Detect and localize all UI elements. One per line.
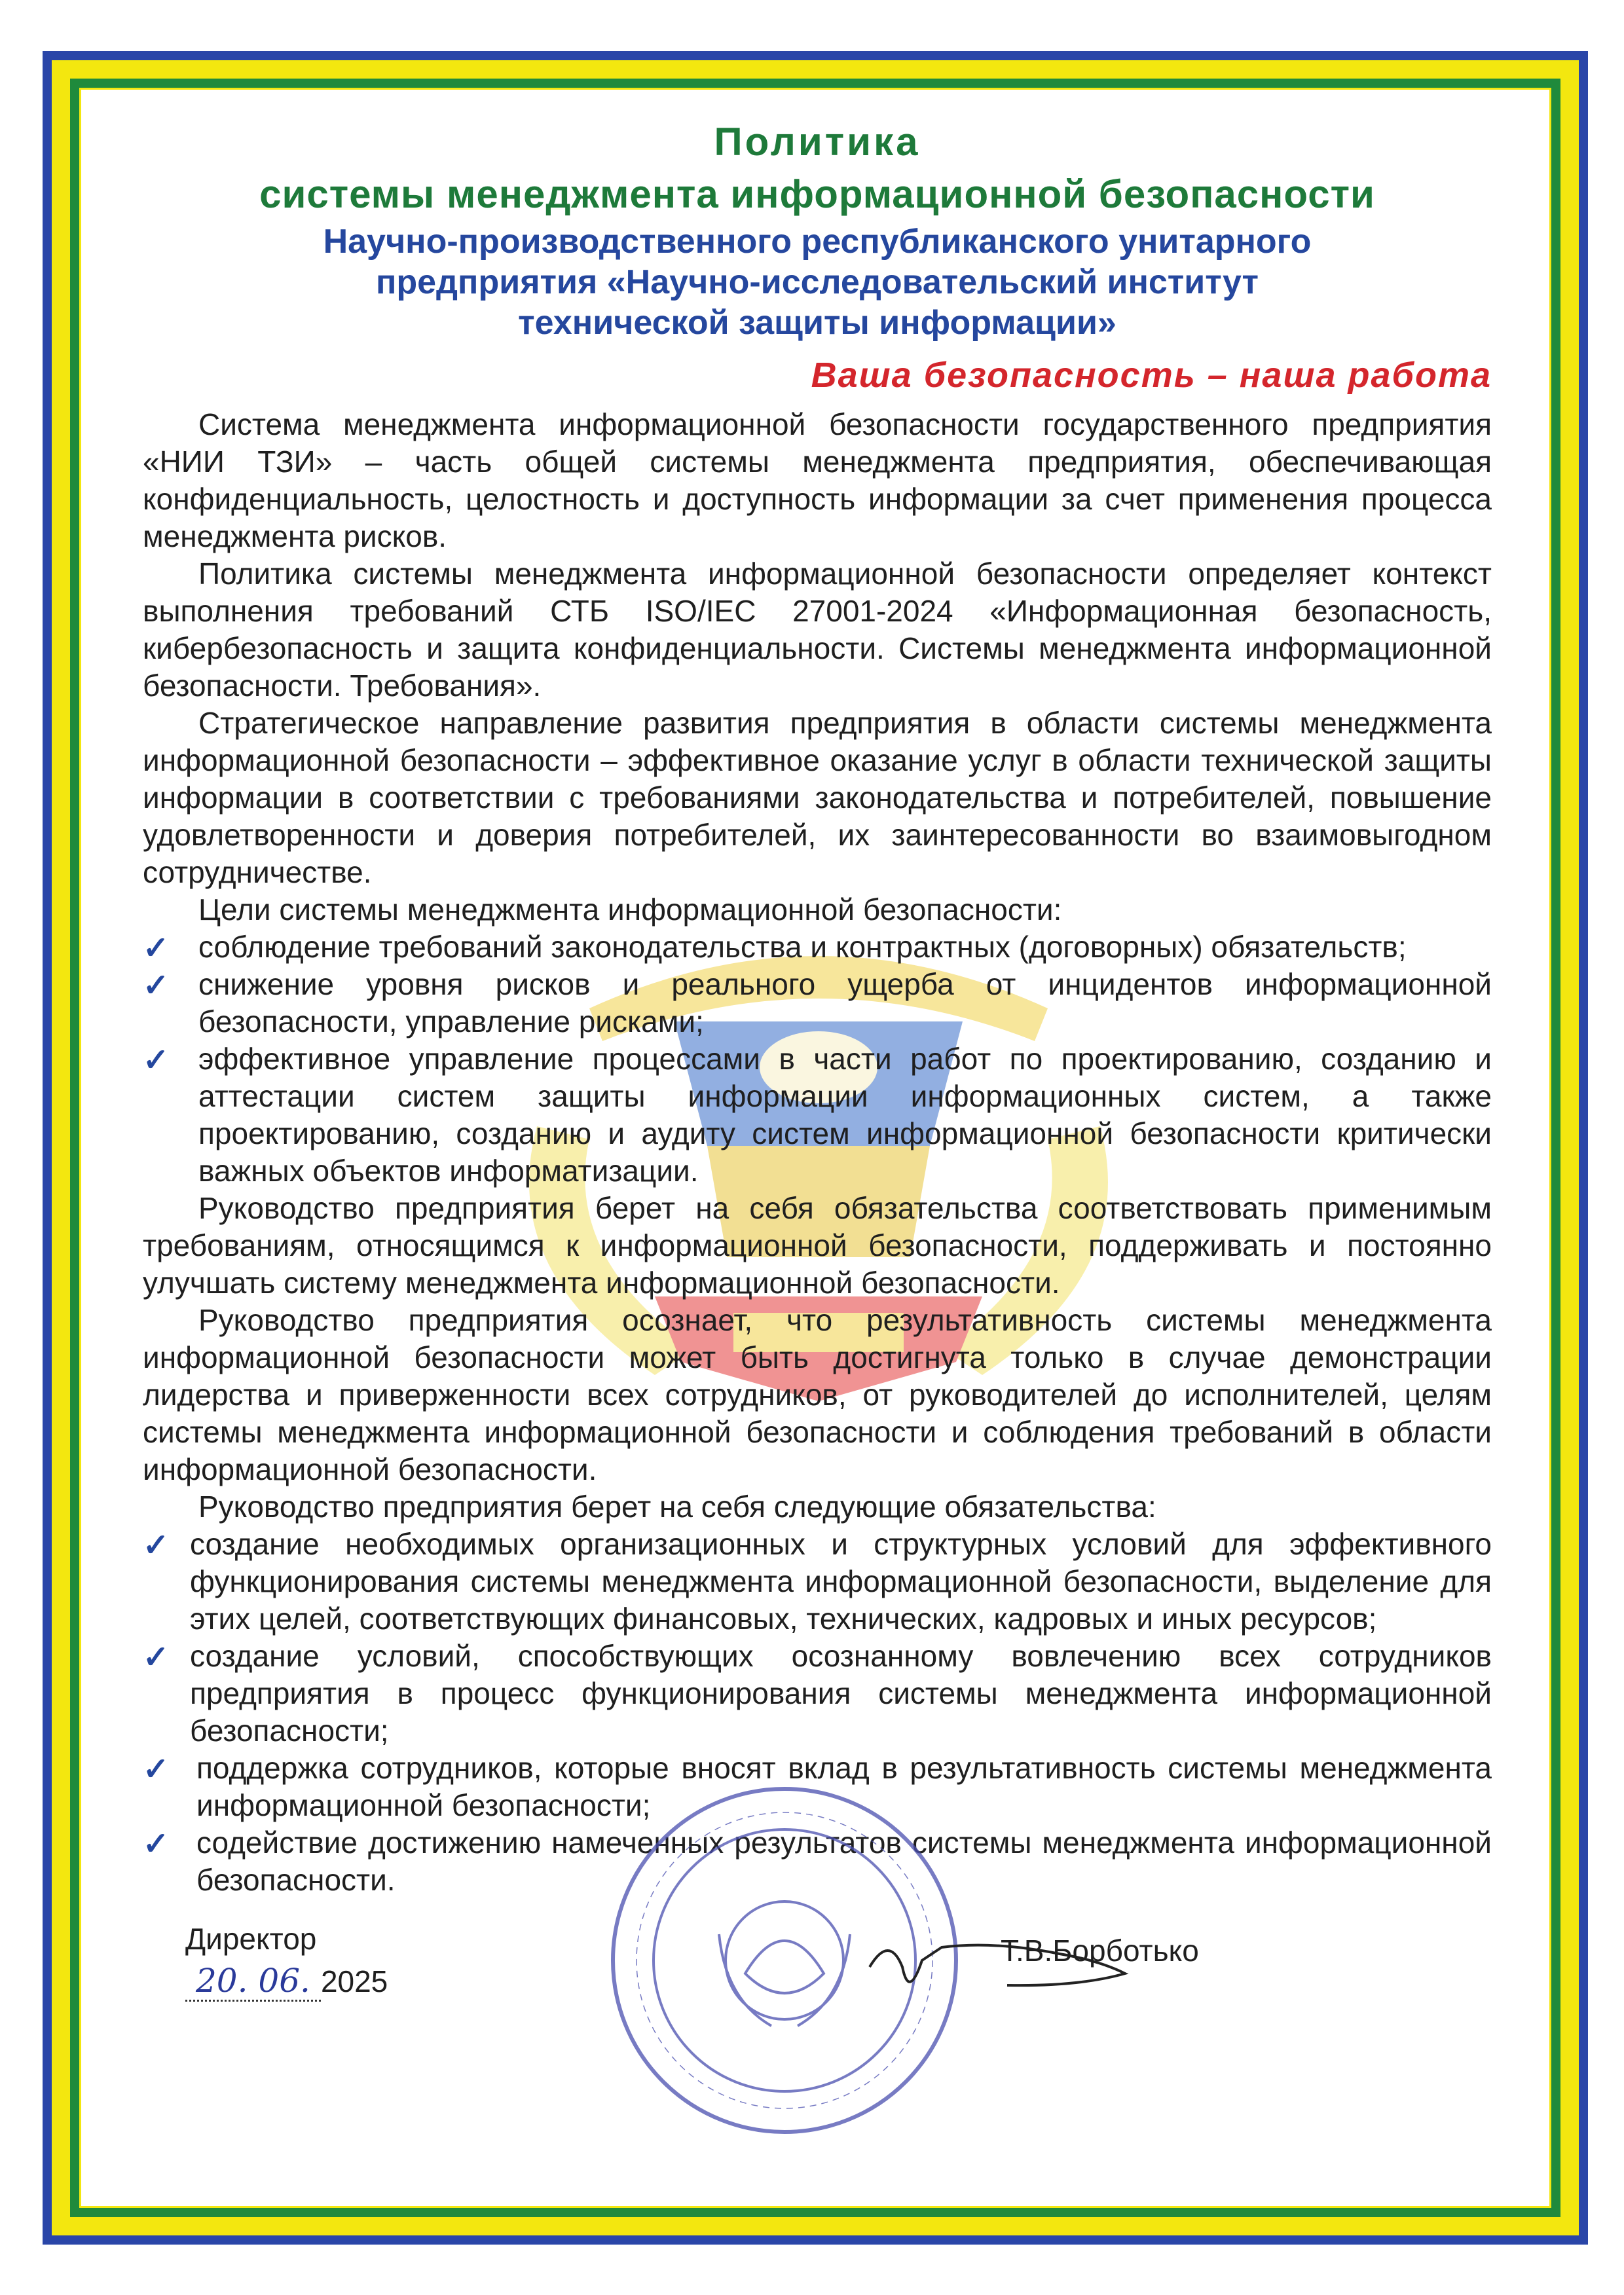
handwritten-date: 20. 06. [185, 1962, 321, 2002]
document-subtitle: системы менеджмента информационной безопасности [259, 172, 1375, 216]
paragraph-context: Политика системы менеджмента информационной безопасности определяет контекст выполнения требований СТБ ISO/IEC 27001-2024 «Информационная безопасность, кибербезопасность и защита конфиденциальности. Системы менеджмента информационной безопасности. Требования». [143, 557, 1492, 703]
date-year: 2025 [320, 1964, 388, 1998]
checkmark-icon: ✓ [143, 1043, 170, 1078]
paragraph-obligations: Руководство предприятия берет на себя обязательства соответствовать применимым требованиям, относящимся к информационной безопасности, поддерживать и постоянно улучшать систему менеджмента информационной безопасности. [143, 1191, 1492, 1300]
list-item: ✓ эффективное управление процессами в части работ по проектированию, созданию и аттестации систем защиты информации информационных систем, а также проектированию, созданию и аудиту систем информационной безопасности критически важных объектов информатизации. [143, 1042, 1492, 1188]
list-item: ✓ снижение уровня рисков и реального ущерба от инцидентов информационной безопасности, управление рисками; [143, 967, 1492, 1038]
organization-line-3: технической защиты информации» [518, 304, 1116, 342]
checkmark-icon: ✓ [143, 1528, 170, 1563]
signature-block [143, 1921, 1492, 2052]
checkmark-icon: ✓ [143, 1752, 170, 1787]
signature-date [185, 1962, 388, 2000]
signer-name: Т.В.Борботько [1001, 1934, 1199, 1968]
checkmark-icon: ✓ [143, 931, 170, 966]
signer-position: Директор [185, 1922, 317, 1956]
list-item: ✓ соблюдение требований законодательства и контрактных (договорных) обязательств; [143, 930, 1407, 966]
list-item: ✓ поддержка сотрудников, которые вносят вклад в результативность системы менеджмента информационной безопасности; [143, 1751, 1492, 1822]
checkmark-icon: ✓ [143, 968, 170, 1003]
slogan: Ваша безопасность – наша работа [811, 356, 1492, 395]
paragraph-scope: Система менеджмента информационной безопасности государственного предприятия «НИИ ТЗИ» – часть общей системы менеджмента предприятия, обеспечивающая конфиденциальность, целостность и доступность информации за счет применения процесса менеджмента рисков. [143, 407, 1492, 553]
checkmark-icon: ✓ [143, 1827, 170, 1862]
paragraph-strategy: Стратегическое направление развития предприятия в области системы менеджмента информационной безопасности – эффективное оказание услуг в области технической защиты информации в соответствии с требованиями законодательства и потребителей, повышение удовлетворенности и доверия потребителей, их заинтересованности во взаимовыгодном сотрудничестве. [143, 706, 1492, 889]
list-item: ✓ создание необходимых организационных и структурных условий для эффективного функционирования системы менеджмента информационной безопасности, выделение для этих целей, соответствующих финансовых, технических, кадровых и иных ресурсов; [143, 1527, 1492, 1636]
commitments-intro: Руководство предприятия берет на себя следующие обязательства: [198, 1490, 1156, 1524]
checkmark-icon: ✓ [143, 1640, 170, 1675]
document-title: Политика [714, 120, 921, 164]
list-item: ✓ создание условий, способствующих осознанному вовлечению всех сотрудников предприятия в процесс функционирования системы менеджмента информационной безопасности; [143, 1639, 1492, 1748]
list-item: ✓ содействие достижению намеченных результатов системы менеджмента информационной безопасности. [143, 1826, 1492, 1897]
organization-line-2: предприятия «Научно-исследовательский институт [375, 263, 1259, 301]
organization-line-1: Научно-производственного республиканского унитарного [323, 223, 1312, 261]
policy-body [143, 406, 1492, 1899]
paragraph-leadership: Руководство предприятия осознает, что результативность системы менеджмента информационной безопасности может быть достигнута только в случае демонстрации лидерства и приверженности всех сотрудников, от руководителей до исполнителей, целям системы менеджмента информационной безопасности и соблюдения требований в области информационной безопасности. [143, 1303, 1492, 1486]
goals-list [143, 928, 1492, 1190]
goals-intro: Цели системы менеджмента информационной безопасности: [198, 892, 1062, 927]
policy-document [143, 117, 1492, 2052]
